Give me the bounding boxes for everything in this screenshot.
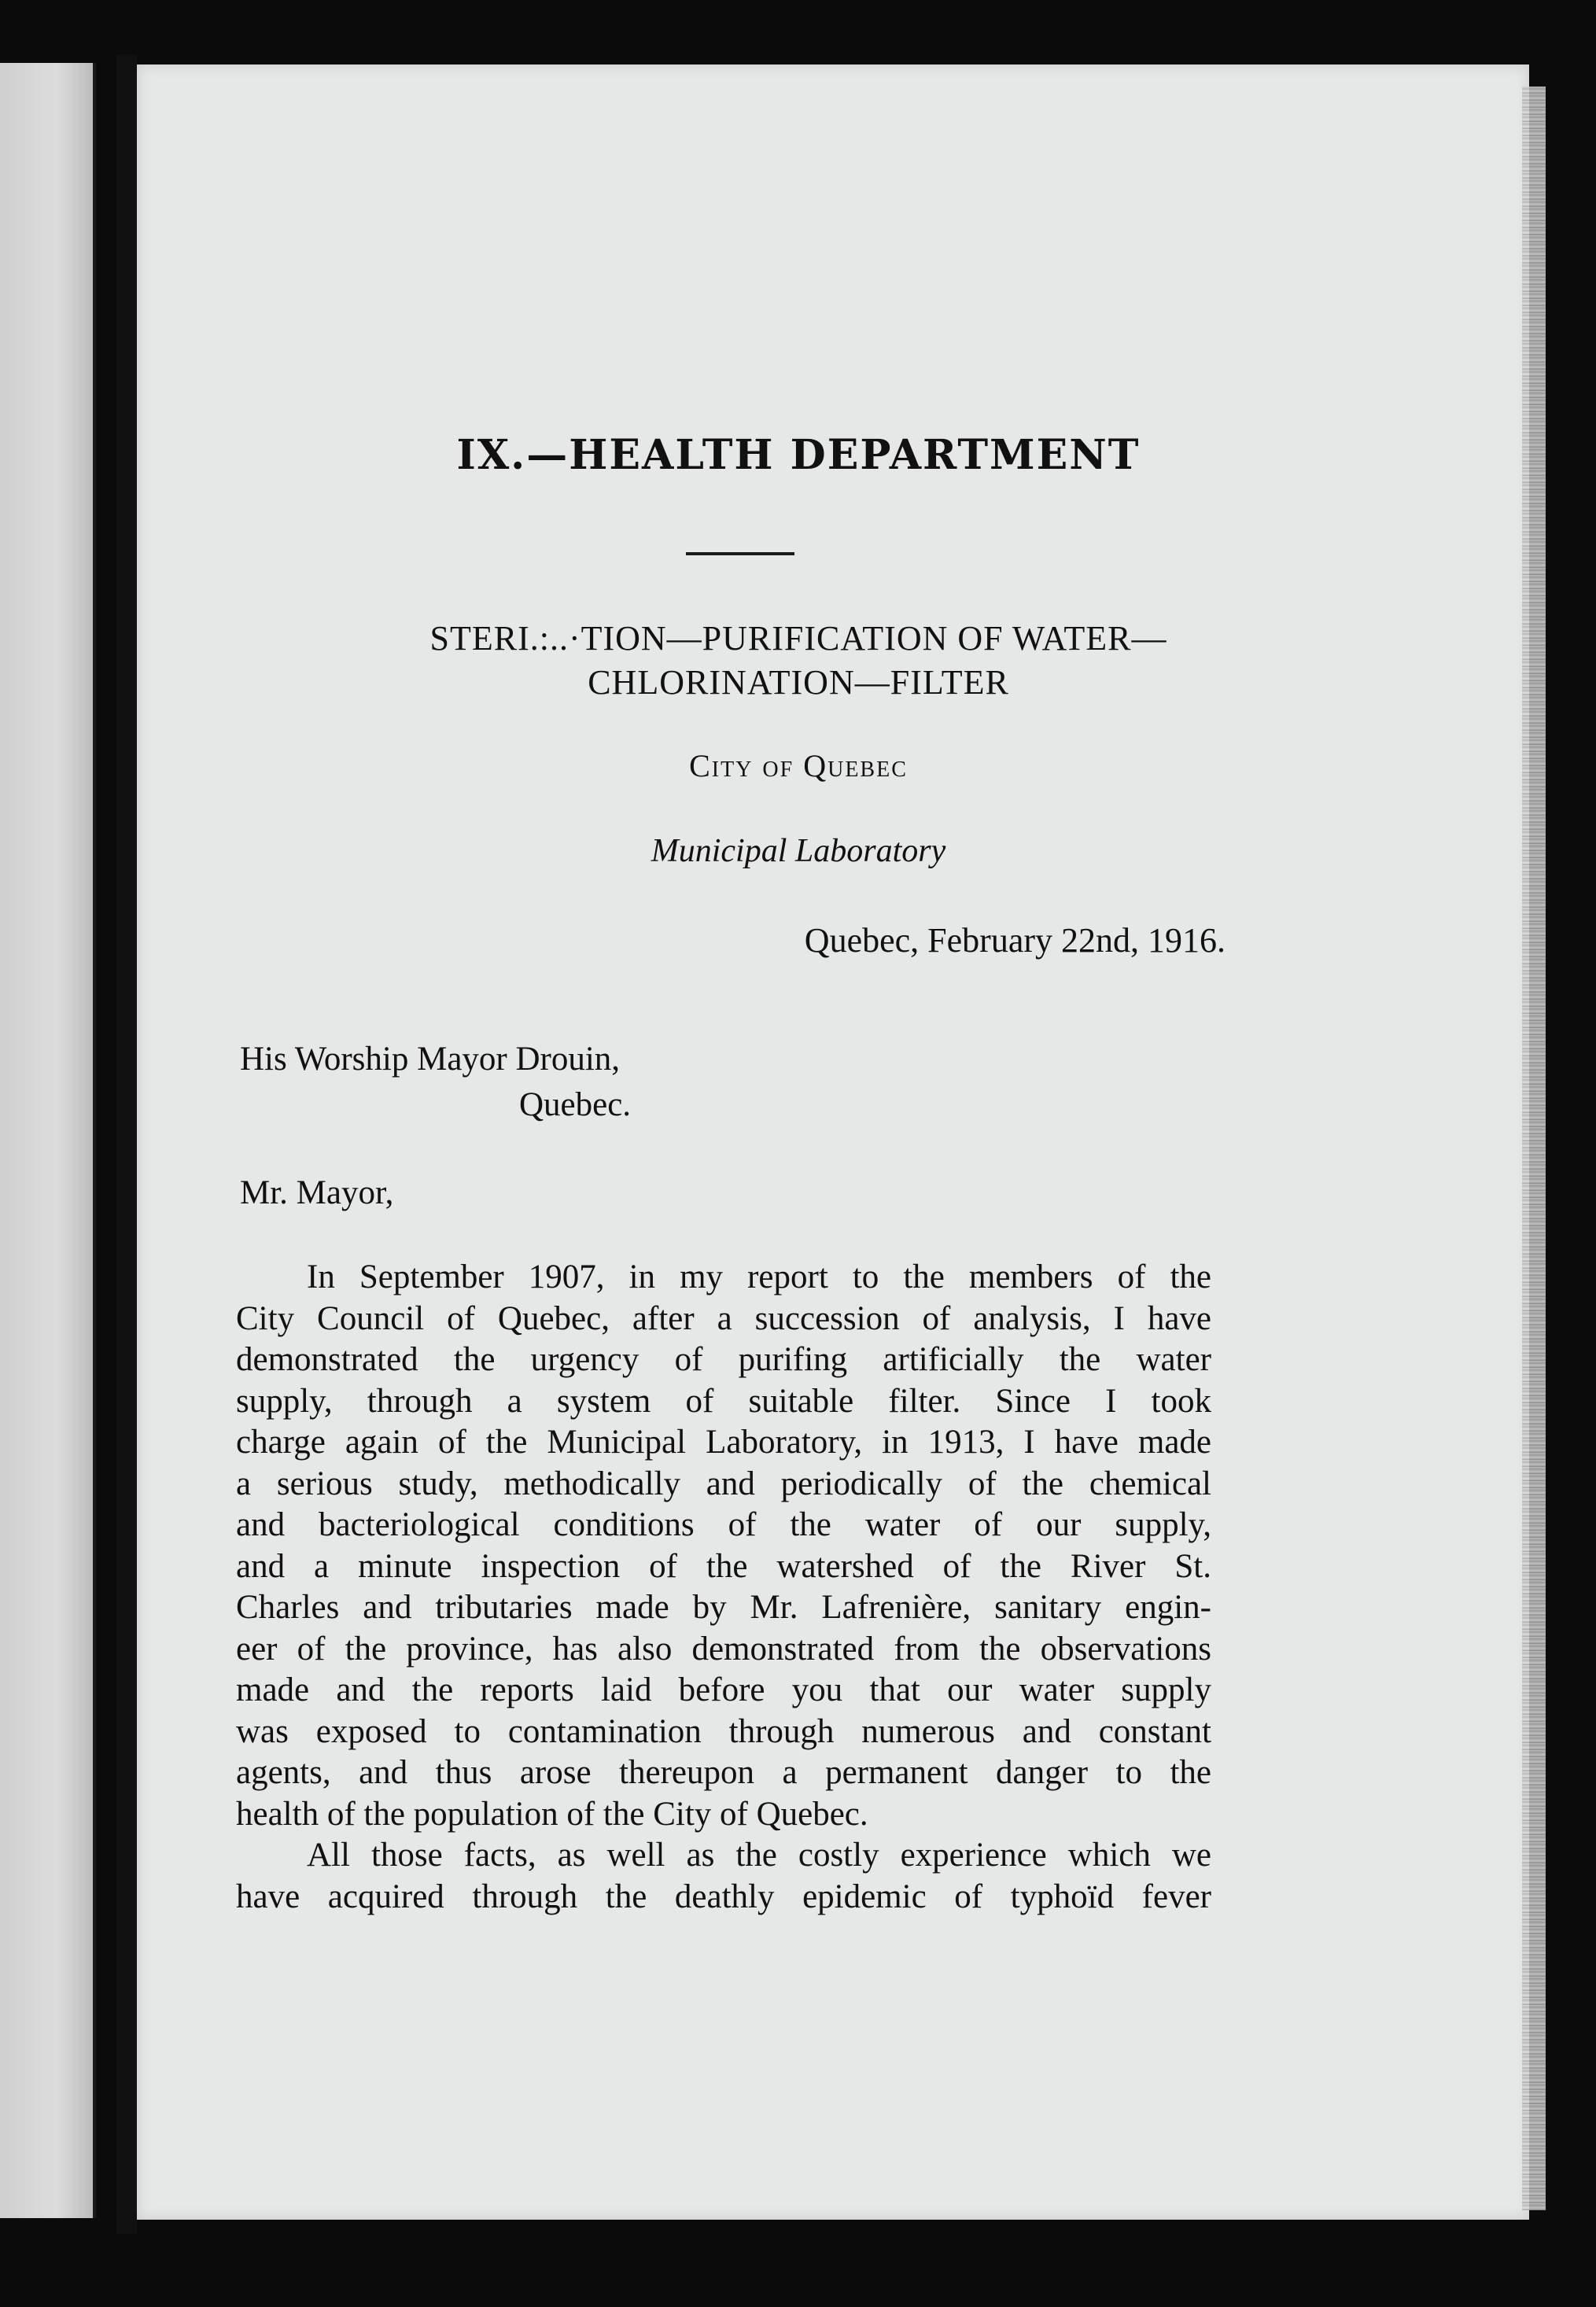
body-text-line: In September 1907, in my report to the members of the xyxy=(307,1259,1211,1295)
book-gutter xyxy=(116,55,137,2234)
heading-divider xyxy=(686,552,794,555)
body-text-line: made and the reports laid before you that our water supply xyxy=(236,1671,1211,1708)
body-text-line: and bacteriological conditions of the water of our supply, xyxy=(236,1506,1211,1543)
dateline: Quebec, February 22nd, 1916. xyxy=(804,921,1226,960)
salutation: Mr. Mayor, xyxy=(240,1174,394,1211)
body-text-line: health of the population of the City of Quebec. xyxy=(236,1795,868,1833)
body-text-line: was exposed to contamination through numerous and constant xyxy=(236,1712,1211,1750)
page-edge-right xyxy=(1522,87,1546,2210)
body-text-line: eer of the province, has also demonstrated from the observations xyxy=(236,1630,1211,1668)
body-text-line: All those facts, as well as the costly experience which we xyxy=(307,1837,1211,1874)
body-text-line: charge again of the Municipal Laboratory, in 1913, I have made xyxy=(236,1424,1211,1461)
body-text-line: supply, through a system of suitable filter. Since I took xyxy=(236,1382,1211,1420)
body-text-line: and a minute inspection of the watershed of the River St. xyxy=(236,1547,1211,1585)
addressee-name: His Worship Mayor Drouin, xyxy=(240,1041,621,1078)
subtitle-line: STERI.:..·TION—PURIFICATION OF WATER— xyxy=(429,619,1167,658)
left-page-edge xyxy=(0,63,96,2218)
body-text-line: agents, and thus arose thereupon a permanent danger to the xyxy=(236,1754,1211,1791)
city-line: City of Quebec xyxy=(689,748,908,783)
subtitle-line: CHLORINATION—FILTER xyxy=(588,663,1009,702)
body-text-line: Charles and tributaries made by Mr. Lafrenière, sanitary engin- xyxy=(236,1589,1211,1626)
laboratory-line: Municipal Laboratory xyxy=(651,833,946,869)
body-text-line: City Council of Quebec, after a succession of analysis, I have xyxy=(236,1299,1211,1337)
section-heading: IX.—HEALTH DEPARTMENT xyxy=(456,431,1141,479)
body-text-line: a serious study, methodically and periodically of the chemical xyxy=(236,1465,1211,1502)
body-text-line: have acquired through the deathly epidemic of typhoïd fever xyxy=(236,1878,1211,1915)
addressee-city: Quebec. xyxy=(519,1086,632,1123)
body-text-line: demonstrated the urgency of purifing artificially the water xyxy=(236,1341,1211,1378)
